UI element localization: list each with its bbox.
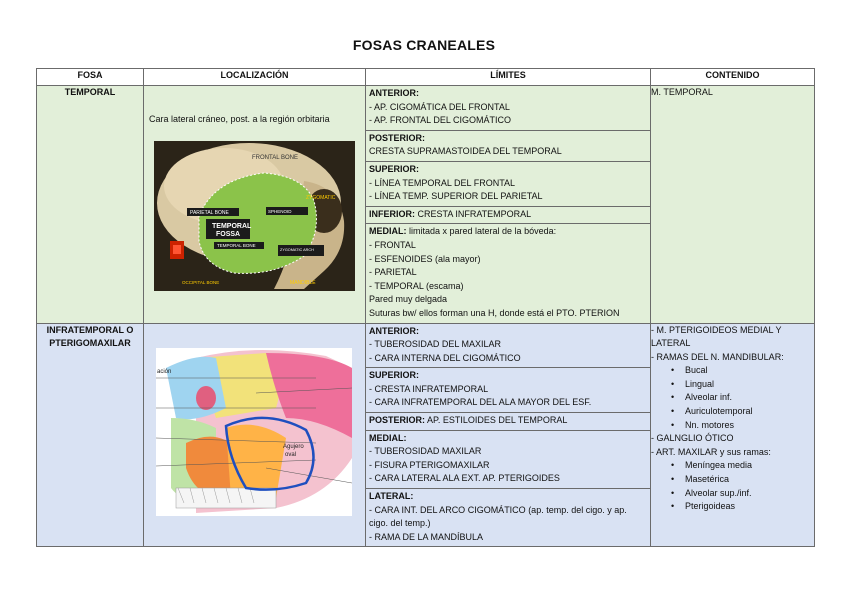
label-zygomatic: ZYGOMATIC xyxy=(306,194,336,201)
list-item: • Bucal xyxy=(651,364,814,378)
limite-posterior xyxy=(366,131,650,162)
limite-line: - TEMPORAL (escama) xyxy=(369,280,464,291)
header-limites: LÍMITES xyxy=(366,69,651,86)
limite-line: CRESTA SUPRAMASTOIDEA DEL TEMPORAL xyxy=(369,146,562,157)
limite-line: - TUBEROSIDAD MAXILAR xyxy=(369,446,482,457)
localizacion-text: Cara lateral cráneo, post. a la región orbitaria xyxy=(149,114,330,124)
list-item: - M. PTERIGOIDEOS MEDIAL Y LATERAL xyxy=(651,324,782,349)
label-frontal: FRONTAL BONE xyxy=(252,154,299,161)
label-temporal-bone: TEMPORAL BONE xyxy=(217,242,256,248)
fosas-table xyxy=(36,68,815,547)
label-zygomatic-arch: ZYGOMATIC ARCH xyxy=(280,247,314,252)
limite-head: ANTERIOR: xyxy=(369,325,419,336)
limite-head: MEDIAL: xyxy=(369,432,407,443)
label-accion: ación xyxy=(157,368,172,375)
contenido-list xyxy=(651,324,814,514)
contenido-cell: M. TEMPORAL xyxy=(651,86,815,324)
limite-head: POSTERIOR: xyxy=(369,132,426,143)
limite-head: LATERAL: xyxy=(369,491,414,502)
limite-tail: AP. ESTILOIDES DEL TEMPORAL xyxy=(425,415,568,426)
table-row-infratemporal xyxy=(37,323,815,547)
limite-line: - ESFENOIDES (ala mayor) xyxy=(369,253,481,264)
label-sphenoid: SPHENOID xyxy=(268,208,292,214)
limites-cell xyxy=(366,86,651,324)
limite-anterior xyxy=(366,324,650,369)
limite-medial xyxy=(366,431,650,489)
list-item: • Lingual xyxy=(651,378,814,392)
limite-line: - CARA INTERNA DEL CIGOMÁTICO xyxy=(369,352,521,363)
limite-tail: CRESTA INFRATEMPORAL xyxy=(415,208,532,219)
label-parietal: PARIETAL BONE xyxy=(190,209,229,216)
header-localizacion: LOCALIZACIÓN xyxy=(144,69,366,86)
limite-line: - AP. FRONTAL DEL CIGOMÁTICO xyxy=(369,115,512,126)
limite-inferior xyxy=(366,207,650,225)
limite-line: - RAMA DE LA MANDÍBULA xyxy=(369,531,484,542)
fosa-cell: INFRATEMPORAL O PTERIGOMAXILAR xyxy=(37,323,144,547)
limite-head: POSTERIOR: xyxy=(369,415,426,426)
list-item: • Masetérica xyxy=(651,473,814,487)
label-temporal-fossa-1: TEMPORAL xyxy=(212,222,252,230)
label-mandible: MANDIBLE xyxy=(290,279,316,286)
list-item: • Alveolar sup./inf. xyxy=(651,487,814,501)
contenido-cell xyxy=(651,323,815,547)
label-agujero: Agujero xyxy=(283,443,304,450)
table-row-temporal xyxy=(37,86,815,324)
limite-line: - TUBEROSIDAD DEL MAXILAR xyxy=(369,339,502,350)
list-item: • Meníngea media xyxy=(651,459,814,473)
fosa-cell: TEMPORAL xyxy=(37,86,144,324)
limite-line: - CARA INT. DEL ARCO CIGOMÁTICO (ap. temp. del cigo. y ap. cigo. del temp.) xyxy=(369,504,627,529)
infratemporal-image xyxy=(156,348,352,516)
list-item: • Pterigoideas xyxy=(651,500,814,514)
limite-posterior xyxy=(366,413,650,431)
header-row xyxy=(37,69,815,86)
limite-line: - LÍNEA TEMP. SUPERIOR DEL PARIETAL xyxy=(369,191,543,202)
page-title: FOSAS CRANEALES xyxy=(352,37,496,53)
limite-head: INFERIOR: xyxy=(369,208,415,219)
limites-cell xyxy=(366,323,651,547)
limite-head: ANTERIOR: xyxy=(369,88,419,98)
label-temporal-fossa-2: FOSSA xyxy=(216,230,241,238)
limite-line: - LÍNEA TEMPORAL DEL FRONTAL xyxy=(369,177,516,188)
list-item: • Auriculotemporal xyxy=(651,405,814,419)
list-item: - GALNGLIO ÓTICO xyxy=(651,433,734,444)
limite-tail: limitada x pared lateral de la bóveda: xyxy=(406,226,557,237)
limite-medial xyxy=(366,224,650,322)
limite-line: Pared muy delgada xyxy=(369,294,448,305)
limite-head: SUPERIOR: xyxy=(369,370,420,381)
limite-head: SUPERIOR: xyxy=(369,163,420,174)
limite-line: - AP. CIGOMÁTICA DEL FRONTAL xyxy=(369,101,510,112)
limite-superior xyxy=(366,368,650,413)
localizacion-cell xyxy=(144,86,366,324)
limite-superior xyxy=(366,162,650,207)
limite-lateral xyxy=(366,489,650,546)
limite-head: MEDIAL: xyxy=(369,226,407,237)
limite-line: - CRESTA INFRATEMPORAL xyxy=(369,383,489,394)
label-occipital: OCCIPITAL BONE xyxy=(182,279,220,285)
label-oval: oval xyxy=(285,451,297,458)
limite-line: - PARIETAL xyxy=(369,267,417,278)
limite-line: - CARA LATERAL ALA EXT. AP. PTERIGOIDES xyxy=(369,473,560,484)
list-item: - RAMAS DEL N. MANDIBULAR: xyxy=(651,351,784,362)
header-contenido: CONTENIDO xyxy=(651,69,815,86)
limite-line: Suturas bw/ ellos forman una H, donde está el PTO. PTERION xyxy=(369,307,620,318)
list-item: • Nn. motores xyxy=(651,419,814,433)
limite-line: - FISURA PTERIGOMAXILAR xyxy=(369,459,490,470)
limite-line: - FRONTAL xyxy=(369,239,416,250)
skull-lateral-image xyxy=(154,141,355,291)
list-item: • Alveolar inf. xyxy=(651,391,814,405)
localizacion-cell xyxy=(144,323,366,547)
limite-line: - CARA INFRATEMPORAL DEL ALA MAYOR DEL ESF. xyxy=(369,397,592,408)
list-item: - ART. MAXILAR y sus ramas: xyxy=(651,446,771,457)
header-fosa: FOSA xyxy=(37,69,144,86)
limite-anterior xyxy=(366,86,650,131)
